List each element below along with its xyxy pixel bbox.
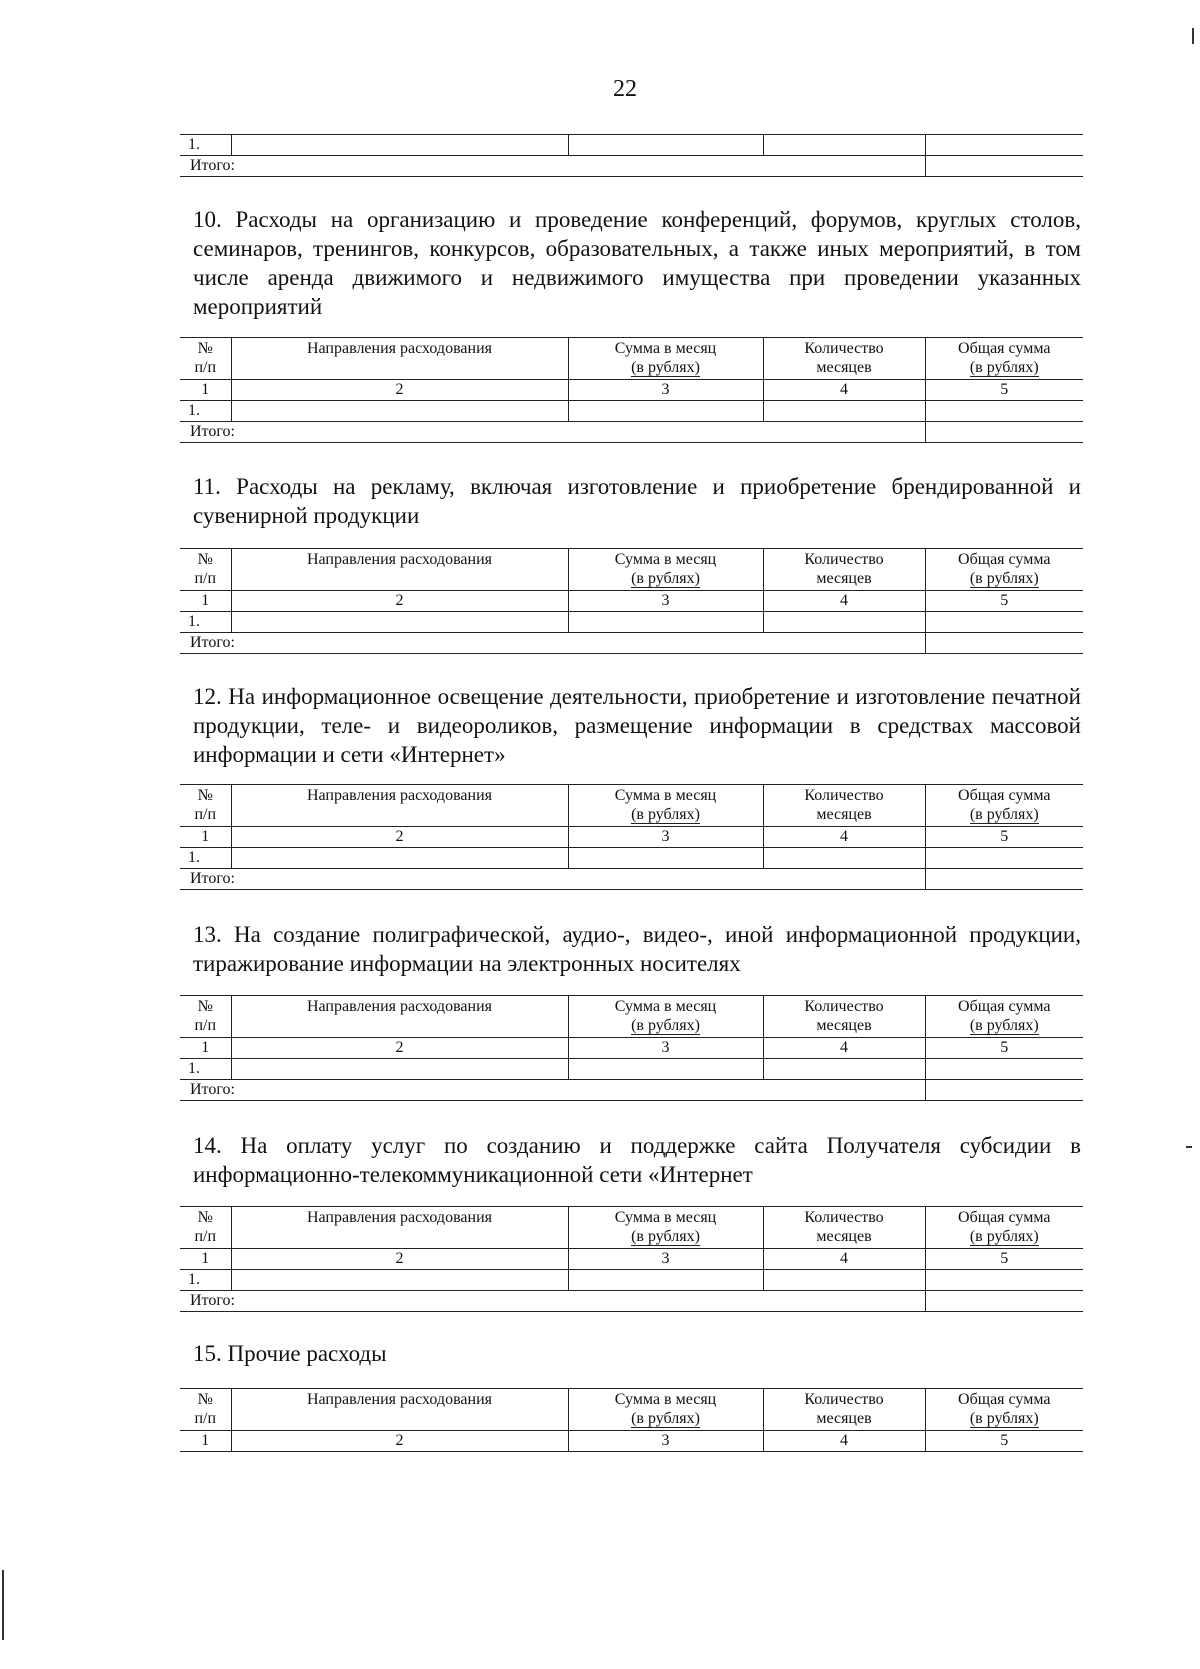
col-no: № п/п (180, 1207, 231, 1249)
total-label: Итого: (180, 633, 925, 654)
section-12-title: 12. На информационное освещение деятельности, приобретение и изготовление печатной продукции, теле- и видеороликов, размещение информации в средствах массовой информации и сети «Интернет» (193, 684, 1081, 767)
col-direction: Направления расходования (231, 996, 568, 1038)
total-label: Итого: (180, 156, 925, 177)
col-months: Количество месяцев (763, 549, 925, 591)
col-direction: Направления расходования (231, 338, 568, 380)
col-total-sum: Общая сумма (в рублях) (925, 1207, 1083, 1249)
col-sum-month: Сумма в месяц (в рублях) (568, 1389, 763, 1431)
page-number: 22 (613, 76, 637, 102)
total-label: Итого: (180, 1291, 925, 1312)
col-no: № п/п (180, 1389, 231, 1431)
col-total-sum: Общая сумма (в рублях) (925, 338, 1083, 380)
col-sum-month: Сумма в месяц (в рублях) (568, 1207, 763, 1249)
col-no: № п/п (180, 785, 231, 827)
row-number: 1. (180, 1270, 231, 1291)
col-no: № п/п (180, 549, 231, 591)
col-direction: Направления расходования (231, 549, 568, 591)
col-months: Количество месяцев (763, 996, 925, 1038)
col-total-sum: Общая сумма (в рублях) (925, 549, 1083, 591)
section-13-title: 13. На создание полиграфической, аудио-, видео-, иной информационной продукции, тиражирование информации на электронных носителях (193, 922, 1081, 976)
row-number: 1. (180, 1059, 231, 1080)
col-total-sum: Общая сумма (в рублях) (925, 1389, 1083, 1431)
col-no: № п/п (180, 338, 231, 380)
col-months: Количество месяцев (763, 1207, 925, 1249)
col-months: Количество месяцев (763, 338, 925, 380)
section-15-title: 15. Прочие расходы (193, 1341, 387, 1366)
section-10-title: 10. Расходы на организацию и проведение конференций, форумов, круглых столов, семинаров, тренингов, конкурсов, образовательных, а также иных мероприятий, в том числе аренда движимого и недвижимого имущества при проведении указанных мероприятий (193, 207, 1081, 319)
col-direction: Направления расходования (231, 785, 568, 827)
col-months: Количество месяцев (763, 785, 925, 827)
col-months: Количество месяцев (763, 1389, 925, 1431)
table-fragment-9 (180, 134, 1083, 177)
total-label: Итого: (180, 422, 925, 443)
col-sum-month: Сумма в месяц (в рублях) (568, 338, 763, 380)
total-label: Итого: (180, 1080, 925, 1101)
scan-margin-mark (1192, 28, 1194, 44)
col-sum-month: Сумма в месяц (в рублях) (568, 549, 763, 591)
col-direction: Направления расходования (231, 1207, 568, 1249)
row-number: 1. (180, 135, 231, 156)
row-number: 1. (180, 848, 231, 869)
section-11-table: № п/п Направления расходования Сумма в месяц (в рублях) Количество месяцев Общая сумма (в рублях) 1 2 3 4 5 1. Итого: (180, 548, 1083, 654)
section-10-table: № п/п Направления расходования Сумма в месяц (в рублях) Количество месяцев Общая сумма (в рублях) 1 2 3 4 5 1. Итого: (180, 337, 1083, 443)
scan-margin-mark (2, 1570, 4, 1640)
row-number: 1. (180, 612, 231, 633)
col-total-sum: Общая сумма (в рублях) (925, 996, 1083, 1038)
col-direction: Направления расходования (231, 1389, 568, 1431)
col-sum-month: Сумма в месяц (в рублях) (568, 785, 763, 827)
section-15-table: № п/п Направления расходования Сумма в месяц (в рублях) Количество месяцев Общая сумма (в рублях) 1 2 3 4 5 (180, 1388, 1083, 1452)
section-14-table: № п/п Направления расходования Сумма в месяц (в рублях) Количество месяцев Общая сумма (в рублях) 1 2 3 4 5 1. Итого: (180, 1206, 1083, 1312)
col-total-sum: Общая сумма (в рублях) (925, 785, 1083, 827)
row-number: 1. (180, 401, 231, 422)
section-13-table: № п/п Направления расходования Сумма в месяц (в рублях) Количество месяцев Общая сумма (в рублях) 1 2 3 4 5 1. Итого: (180, 995, 1083, 1101)
col-no: № п/п (180, 996, 231, 1038)
total-label: Итого: (180, 869, 925, 890)
scan-margin-mark (1186, 1146, 1192, 1148)
section-12-table: № п/п Направления расходования Сумма в месяц (в рублях) Количество месяцев Общая сумма (в рублях) 1 2 3 4 5 1. Итого: (180, 784, 1083, 890)
section-11-title: 11. Расходы на рекламу, включая изготовление и приобретение брендированной и сувенирной продукции (193, 474, 1081, 528)
col-sum-month: Сумма в месяц (в рублях) (568, 996, 763, 1038)
section-14-title: 14. На оплату услуг по созданию и поддержке сайта Получателя субсидии в информационно-телекоммуникационной сети «Интернет (193, 1133, 1081, 1187)
